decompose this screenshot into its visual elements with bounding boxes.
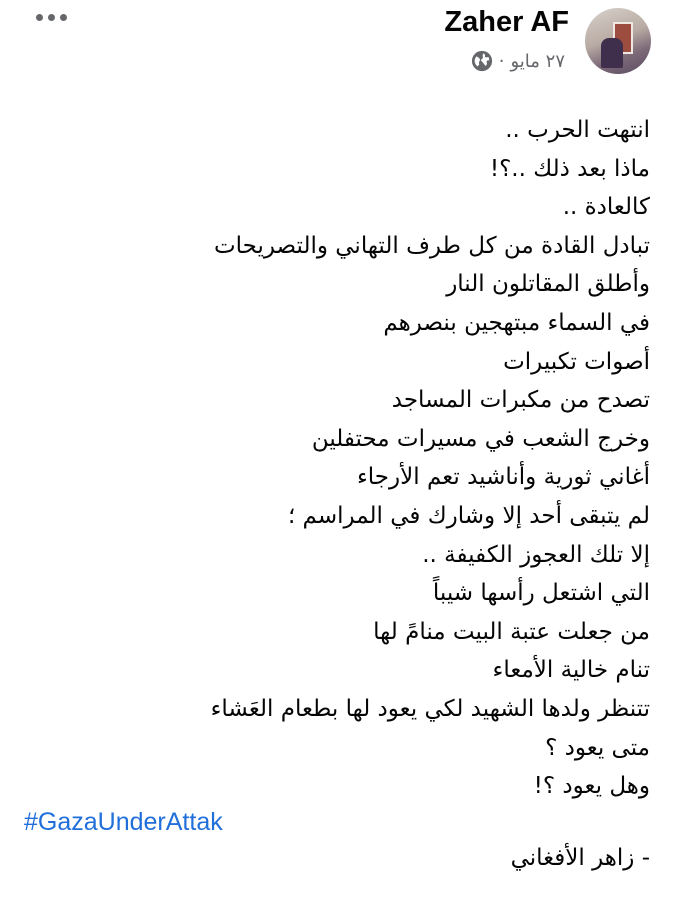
post-line: أغاني ثورية وأناشيد تعم الأرجاء bbox=[356, 464, 650, 491]
post-meta bbox=[471, 50, 565, 72]
post-line: من جعلت عتبة البيت منامً لها bbox=[373, 618, 650, 645]
globe-icon bbox=[471, 50, 493, 72]
post-line: إلا تلك العجوز الكفيفة .. bbox=[422, 541, 650, 568]
post-line: وأطلق المقاتلون النار bbox=[446, 271, 650, 298]
post-body bbox=[20, 111, 650, 806]
post-line: في السماء مبتهجين بنصرهم bbox=[383, 309, 650, 336]
author-name[interactable]: Zaher AF bbox=[444, 6, 569, 38]
more-options-button[interactable] bbox=[36, 14, 67, 21]
avatar[interactable] bbox=[585, 8, 651, 74]
post-line: تبادل القادة من كل طرف التهاني والتصريحات bbox=[213, 232, 650, 259]
post-line: تنام خالية الأمعاء bbox=[492, 657, 650, 684]
post-line: وخرج الشعب في مسيرات محتفلين bbox=[311, 425, 650, 452]
post-signature: - زاهر الأفغاني bbox=[510, 845, 650, 871]
post-line: كالعادة .. bbox=[562, 194, 650, 221]
hashtag-link[interactable]: #GazaUnderAttak bbox=[24, 808, 223, 836]
post-line: أصوات تكبيرات bbox=[503, 348, 650, 375]
post-line: لم يتبقى أحد إلا وشارك في المراسم ؛ bbox=[287, 502, 650, 529]
post-line: وهل يعود ؟! bbox=[533, 773, 650, 800]
post-line: انتهت الحرب .. bbox=[505, 117, 650, 143]
post-line: تتنظر ولدها الشهيد لكي يعود لها بطعام العَشاء bbox=[210, 695, 650, 722]
more-horizontal-icon bbox=[36, 14, 43, 21]
post-line: التي اشتعل رأسها شيباً bbox=[432, 580, 650, 607]
post-date[interactable]: ٢٧ مايو bbox=[510, 50, 565, 72]
post-line: متى يعود ؟ bbox=[545, 734, 650, 761]
meta-separator: · bbox=[498, 50, 505, 72]
post-line: تصدح من مكبرات المساجد bbox=[391, 387, 650, 414]
post-line: ماذا بعد ذلك ..؟! bbox=[489, 155, 650, 182]
